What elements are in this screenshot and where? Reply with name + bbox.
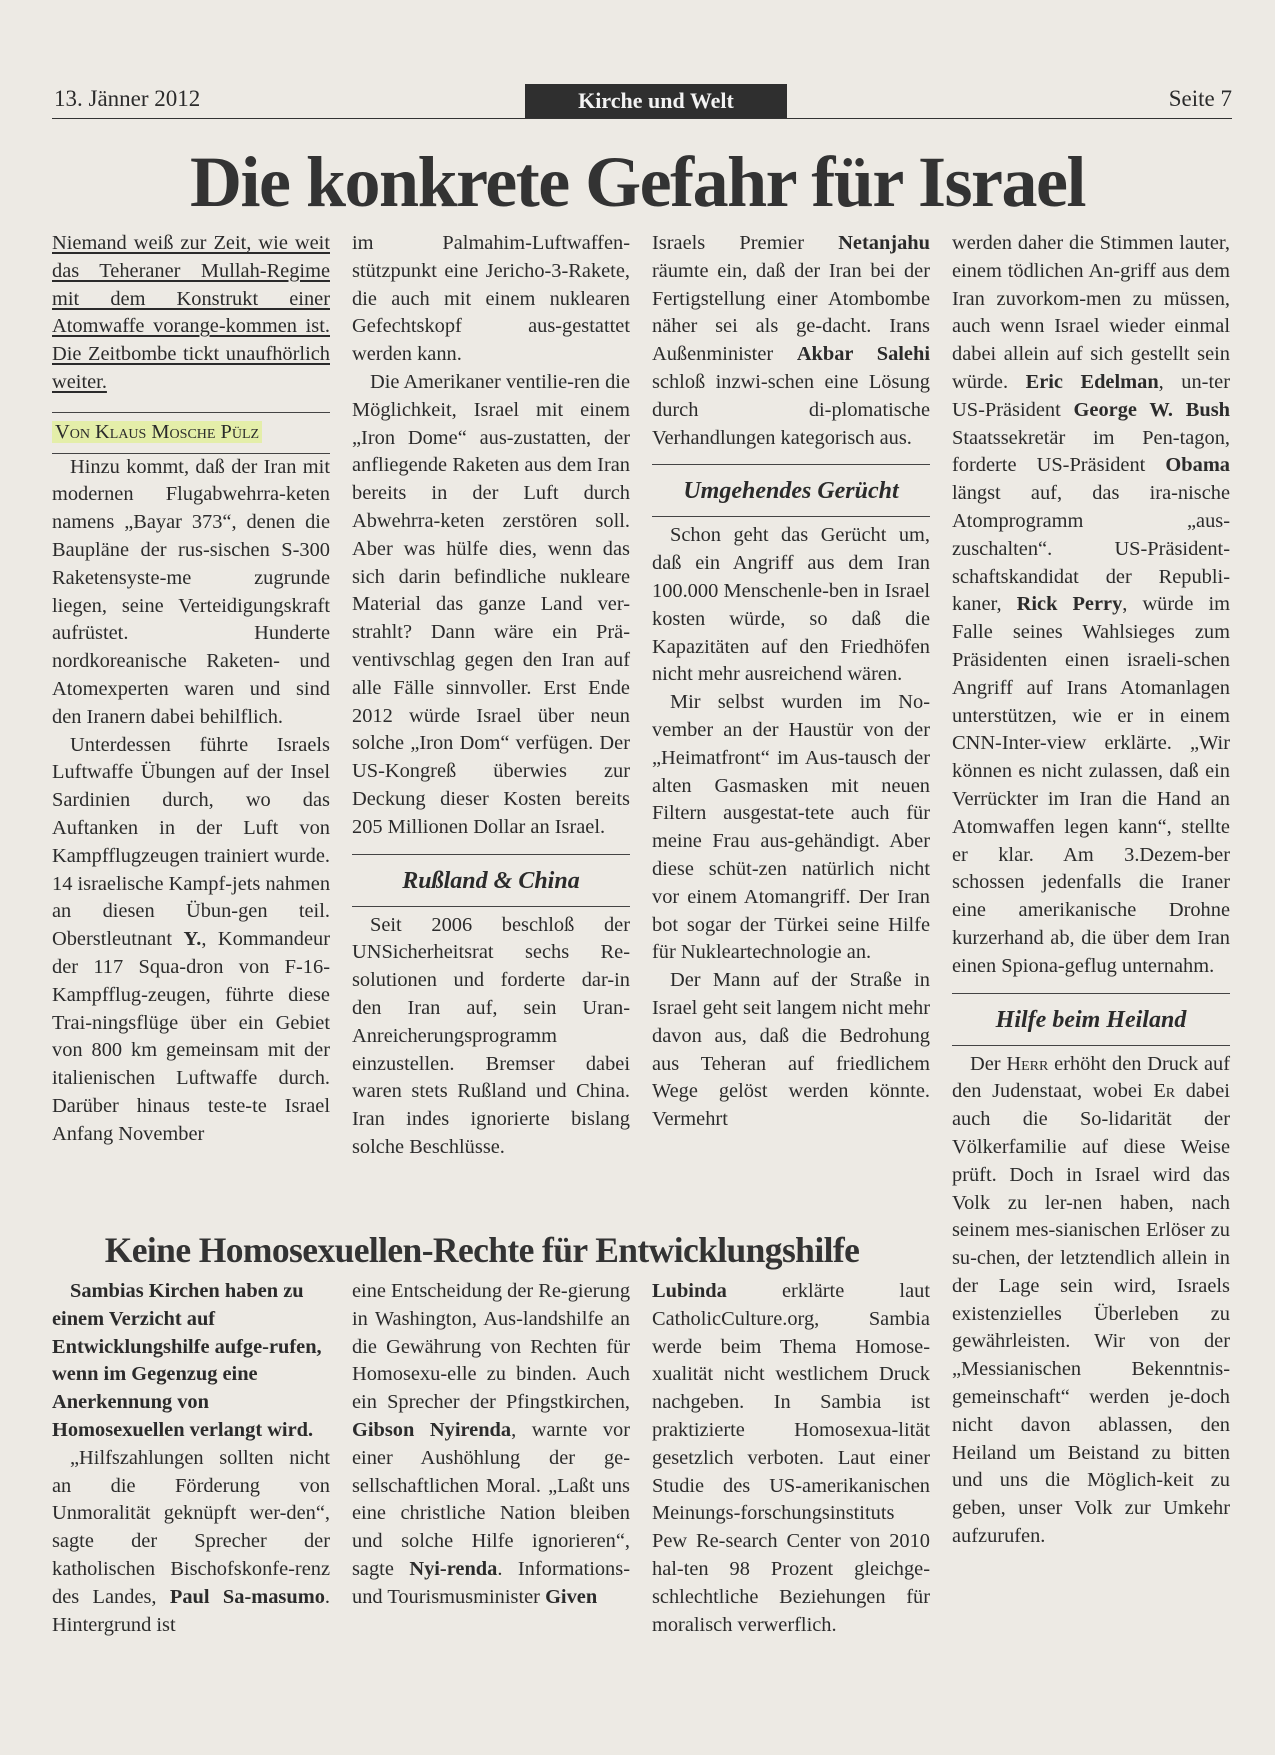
- paragraph: Hinzu kommt, daß der Iran mit modernen Flugabwehrra-keten namens „Bayar 373“, denen die Baupläne der rus-sischen S-300 Raketensyste-me zugrunde liegen, seine Verteidigungskraft aufrüstet. Hunderte nordkoreanische Raketen- und Atomexperten waren und sind den Iranern dabei behilflich.: [52, 455, 330, 728]
- name-highlight: Rick Perry: [1016, 593, 1123, 616]
- name-highlight: Netanjahu: [838, 232, 930, 254]
- page-header: [52, 84, 1232, 119]
- name-highlight: Given: [545, 1585, 598, 1608]
- name-highlight: George W. Bush: [1073, 398, 1230, 421]
- name-highlight: Lubinda: [652, 1280, 727, 1302]
- paragraph: Der Mann auf der Straße in Israel geht seit langem nicht mehr davon aus, daß die Bedrohung aus Teheran auf friedlichem Wege gelöst werden könnte. Vermehrt: [652, 969, 930, 1131]
- text-run: dabei auch die So-lidarität der Völkerfamilie auf diese Weise prüft. Doch in Israel wird das Volk zu ler-nen haben, nach seinem mes-sianischen Erlöser zu su-chen, der letztendlich allein in der Lage sein wird, Israels existenzielles Überleben zu gewährleisten. Wir von der „Messianischen Bekenntnis-gemeinschaft“ werden je-doch nicht davon ablassen, den Heiland um Beistand zu bitten und uns die Möglich-keit zu geben, unser Volk zur Umkehr aufzurufen.: [952, 1080, 1230, 1548]
- paragraph: Die Amerikaner ventilie-ren die Möglichkeit, Israel mit einem „Iron Dome“ aus-zustatten, der anfliegende Raketen aus dem Iran bereits in der Luft durch Abwehrra-keten zerstören soll. Aber was hülfe dies, wenn das sich darin befindliche nukleare Material das ganze Land ver-strahlt? Dann wäre ein Prä-ventivschlag gegen den Iran auf alle Fälle sinnvoller. Erst Ende 2012 würde Israel über neun solche „Iron Dom“ verfügen. Der US-Kongreß überwies zur Deckung dieser Kosten bereits 205 Millionen Dollar an Israel.: [352, 370, 630, 838]
- issue-date: 13. Jänner 2012: [54, 86, 201, 111]
- text-run: werden daher die Stimmen lauter, einem tödlichen An-griff aus dem Iran zuvorkom-men zu müssen, auch wenn Israel wieder einmal dabei allein auf sich gestellt sein würde.: [952, 232, 1230, 393]
- second-article-column-1: [52, 1278, 330, 1639]
- article-headline: Die konkrete Gefahr für Israel: [190, 142, 1085, 222]
- text-run: erklärte laut CatholicCulture.org, Sambia werde beim Thema Homose-xualität nicht westlichem Druck nachgeben. In Sambia ist praktizierte Homosexua-lität gesetzlich verboten. Laut einer Studie des US-amerikanischen Meinungs-forschungsinstituts Pew Re-search Center von 2010 hal-ten 98 Prozent gleichge-schlechtliche Beziehungen für moralisch verwerflich.: [652, 1280, 930, 1636]
- text-run: Israels Premier: [652, 232, 804, 254]
- paragraph: [52, 1445, 330, 1640]
- subheading: Rußland & China: [402, 867, 580, 894]
- small-caps-word: Er: [1153, 1080, 1176, 1103]
- text-run: Unterdessen führte Israels Luftwaffe Übungen auf der Insel Sardinien durch, wo das Auftanken in der Luft von Kampfflugzeugen trainiert wurde. 14 israelische Kampf-jets nahmen an diesen Übun-gen teil. Oberstleutnant: [52, 733, 331, 951]
- small-caps-word: Herr: [1006, 1052, 1049, 1075]
- paragraph: Mir selbst wurden im No-vember an der Haustür von der „Heimatfront“ im Aus-tausch der alten Gasmasken mit neuen Filtern ausgestat-tete auch für meine Frau aus-gehändigt. Aber diese schüt-zen natürlich nicht vor einem Atomangriff. Der Iran bot sogar der Türkei seine Hilfe für Nukleartechnologie an.: [652, 691, 930, 964]
- text-run: eine Entscheidung der Re-gierung in Washington, Aus-landshilfe an die Gewährung von Rechten für Homosexu-elle zu binden. Auch ein Sprecher der Pfingstkirchen,: [352, 1280, 631, 1414]
- paragraph: im Palmahim-Luftwaffen-stützpunkt eine Jericho-3-Rakete, die auch mit einem nuklearen Gefechtskopf aus-gestattet werden kann.: [352, 232, 630, 366]
- article-column-1: [52, 230, 330, 1149]
- text-run: Der: [970, 1052, 1001, 1075]
- article-lead: Niemand weiß zur Zeit, wie weit das Teheraner Mullah-Regime mit dem Konstrukt einer Atomwaffe vorange-kommen ist. Die Zeitbombe tickt unaufhörlich weiter.: [52, 232, 330, 393]
- section-banner: Kirche und Welt: [525, 84, 787, 118]
- text-run: . Informations- und Tourismusminister: [352, 1557, 630, 1608]
- paragraph: [652, 1278, 930, 1639]
- paragraph: Seit 2006 beschloß der UNSicherheitsrat sechs Re-solutionen und forderte dar-in den Iran auf, sein Uran-Anreicherungsprogramm einzustellen. Bremser dabei waren stets Rußland und China. Iran indes ignorierte bislang solche Beschlüsse.: [352, 913, 630, 1158]
- article-column-3: [652, 230, 930, 1134]
- text-run: , Kommandeur der 117 Squa-dron von F-16-Kampfflug-zeugen, führte diese Trai-ningsflüge über ein Gebiet von 800 km gemeinsam mit der italienischen Luftwaffe durch. Darüber hinaus teste-te Israel Anfang November: [52, 928, 330, 1145]
- byline: [52, 413, 330, 453]
- second-article-column-2: [352, 1278, 630, 1612]
- name-highlight: Eric Edelman: [1025, 370, 1159, 393]
- name-highlight: Obama: [1165, 454, 1230, 477]
- text-run: , würde im Falle seines Wahlsieges zum Präsidenten einen israeli-schen Angriff auf Irans Atomanlagen unterstützen, wie er in einem CNN-Inter-view erklärte. „Wir können es nicht zulassen, daß ein Verrückter im Iran die Hand an Atomwaffen legen kann“, stellte er klar. Am 3.Dezem-ber schossen jedenfalls die Iraner eine amerikanische Drohne kurzerhand ab, die über dem Iran einen Spiona-geflug unternahm.: [952, 593, 1230, 977]
- text-run: , warnte vor einer Aushöhlung der ge-sellschaftlichen Moral. „Laßt uns eine christliche Nation bleiben und solche Hilfe ignorieren“, sagte: [352, 1418, 630, 1580]
- subheading: Umgehendes Gerücht: [683, 478, 899, 505]
- name-highlight: Paul Sa-masumo: [169, 1585, 325, 1608]
- divider: [952, 1045, 1230, 1046]
- text-run: „Hilfszahlungen sollten nicht an die Förderung von Unmoralität geknüpft wer-den“, sagte der Sprecher der katholischen Bischofskonfe-renz des Landes,: [52, 1446, 330, 1608]
- text-run: längst auf, das ira-nische Atomprogramm „aus-zuschalten“. US-Präsident-schaftskandidat der Republi-kaner,: [952, 482, 1230, 616]
- paragraph: [52, 732, 330, 1149]
- paragraph: Schon geht das Gerücht um, daß ein Angriff aus dem Iran 100.000 Menschenle-ben in Israel kosten würde, so daß die Kapazitäten auf den Friedhöfen nicht mehr ausreichend wären.: [652, 524, 930, 686]
- author-name: Von Klaus Mosche Pülz: [52, 421, 262, 443]
- second-article-column-3: [652, 1278, 930, 1639]
- divider: [652, 516, 930, 517]
- name-highlight: Gibson Nyirenda: [352, 1418, 512, 1441]
- second-article-headline: Keine Homosexuellen-Rechte für Entwicklungshilfe: [104, 1230, 860, 1270]
- paragraph: [352, 1278, 630, 1612]
- text-run: schloß inzwi-schen eine Lösung durch di-plomatische Verhandlungen kategorisch aus.: [652, 370, 930, 449]
- name-highlight: Akbar Salehi: [796, 343, 930, 366]
- text-run: . Hintergrund ist: [52, 1585, 330, 1636]
- subheading: Hilfe beim Heiland: [995, 1006, 1187, 1033]
- article-column-2: [352, 230, 630, 1162]
- text-run: Staatssekretär im Pen-tagon, forderte US-Präsident: [952, 426, 1230, 477]
- paragraph: [952, 230, 1230, 981]
- name-highlight: Nyi-renda: [409, 1557, 498, 1580]
- second-article-lead: Sambias Kirchen haben zu einem Verzicht auf Entwicklungshilfe aufge-rufen, wenn im Gegenzug eine Anerkennung von Homosexuellen verlangt wird.: [52, 1280, 322, 1441]
- name-highlight: Y.: [183, 928, 202, 951]
- article-column-4: [952, 230, 1230, 1551]
- paragraph: [952, 1051, 1230, 1551]
- page-number: Seite 7: [1168, 86, 1232, 111]
- text-run: erhöht den Druck auf den Judenstaat, wobei: [952, 1052, 1230, 1103]
- text-run: räumte ein, daß der Iran bei der Fertigstellung einer Atombombe näher sei als ge-dacht. Irans Außenminister: [652, 259, 930, 366]
- text-run: , un-ter US-Präsident: [952, 370, 1230, 421]
- divider: [352, 906, 630, 907]
- paragraph: [652, 230, 930, 452]
